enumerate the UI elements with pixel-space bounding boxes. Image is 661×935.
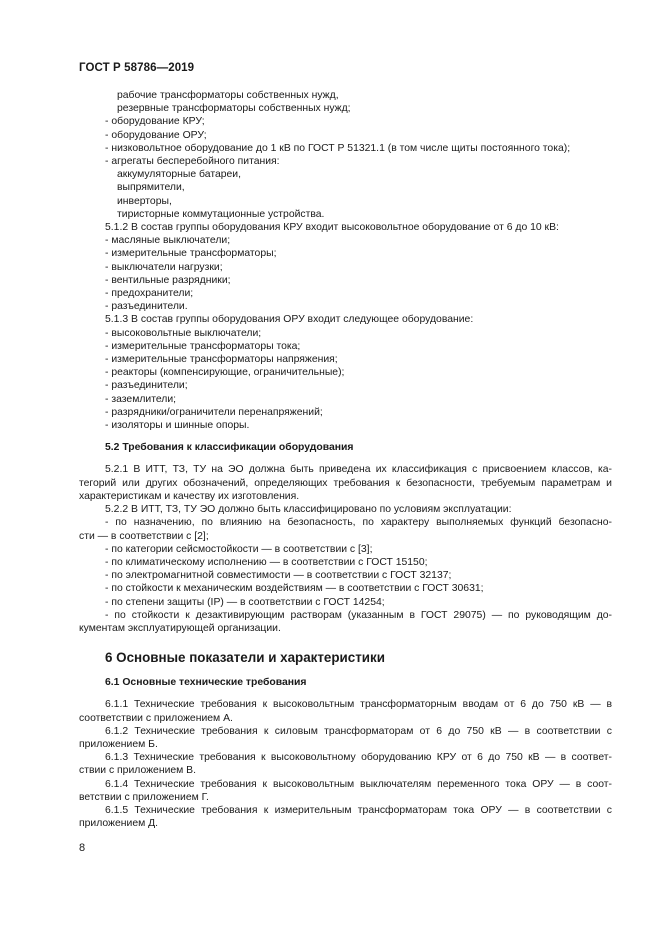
list-item: - по категории сейсмостойкости — в соответствии с [3]; <box>105 543 373 555</box>
list-item-cont: сти — в соответствии с [2]; <box>79 530 209 542</box>
paragraph-6-1-1-end: соответствии с приложением А. <box>79 712 233 724</box>
paragraph-6-1-2-end: приложением Б. <box>79 738 158 750</box>
list-item: - по назначению, по влиянию на безопасность, по характеру выполняемых функций безопасно- <box>105 517 612 529</box>
text-line: резервные трансформаторы собственных нужд; <box>117 103 351 115</box>
paragraph-6-1-2: 6.1.2 Технические требования к силовым трансформаторам от 6 до 750 кВ — в соответствии с <box>105 725 612 737</box>
paragraph-5-1-3: 5.1.3 В состав группы оборудования ОРУ входит следующее оборудование: <box>105 314 474 326</box>
list-item: - по степени защиты (IP) — в соответствии с ГОСТ 14254; <box>105 596 385 608</box>
list-item: - оборудование ОРУ; <box>105 129 207 141</box>
paragraph-6-1-4: 6.1.4 Технические требования к высоковольтным выключателям переменного тока ОРУ — в соот- <box>105 778 612 790</box>
list-item: - измерительные трансформаторы тока; <box>105 340 301 352</box>
list-item: - заземлители; <box>105 393 177 405</box>
section-heading-6-1: 6.1 Основные технические требования <box>105 677 307 689</box>
text-line: аккумуляторные батареи, <box>117 169 241 181</box>
page-body <box>79 89 612 830</box>
list-item: - вентильные разрядники; <box>105 274 231 286</box>
list-item: - по электромагнитной совместимости — в соответствии с ГОСТ 32137; <box>105 570 452 582</box>
list-item: - реакторы (компенсирующие, ограничительные); <box>105 367 345 379</box>
list-item: - по стойкости к дезактивирующим растворам (указанным в ГОСТ 29075) — по руководящим до- <box>105 609 612 621</box>
list-item: - агрегаты бесперебойного питания: <box>105 156 280 168</box>
text-line: тиристорные коммутационные устройства. <box>117 208 325 220</box>
page-header: ГОСТ Р 58786—2019 <box>79 62 195 74</box>
list-item: - выключатели нагрузки; <box>105 261 223 273</box>
paragraph-6-1-3: 6.1.3 Технические требования к высоковольтному оборудованию КРУ от 6 до 750 кВ — в соответ- <box>105 752 612 764</box>
paragraph-5-2-1: 5.2.1 В ИТТ, ТЗ, ТУ на ЭО должна быть приведена их классификация с присвоением классов, ка- <box>105 464 612 476</box>
list-item: - по климатическому исполнению — в соответствии с ГОСТ 15150; <box>105 556 428 568</box>
paragraph-6-1-4-end: ветствии с приложением Г. <box>79 791 209 803</box>
list-item: - изоляторы и шинные опоры. <box>105 420 250 432</box>
list-item: - разъединители; <box>105 380 188 392</box>
list-item: - измерительные трансформаторы; <box>105 248 277 260</box>
paragraph-6-1-5: 6.1.5 Технические требования к измерительным трансформаторам тока ОРУ — в соответствии с <box>105 804 612 816</box>
list-item: - разрядники/ограничители перенапряжений; <box>105 406 323 418</box>
list-item: - по стойкости к механическим воздействиям — в соответствии с ГОСТ 30631; <box>105 583 484 595</box>
list-item: - оборудование КРУ; <box>105 116 205 128</box>
page-number: 8 <box>79 842 86 854</box>
paragraph-6-1-5-end: приложением Д. <box>79 818 159 830</box>
paragraph-6-1-1: 6.1.1 Технические требования к высоковольтным трансформаторным вводам от 6 до 750 кВ — в <box>105 699 612 711</box>
list-item: - масляные выключатели; <box>105 235 231 247</box>
text-line: выпрямители, <box>117 182 185 194</box>
list-item: - разъединители. <box>105 301 188 313</box>
paragraph-5-1-2: 5.1.2 В состав группы оборудования КРУ входит высоковольтное оборудование от 6 до 10 кВ: <box>105 222 559 234</box>
paragraph-5-2-2: 5.2.2 В ИТТ, ТЗ, ТУ ЭО должно быть классифицировано по условиям эксплуатации: <box>105 504 512 516</box>
list-item: - высоковольтные выключатели; <box>105 327 262 339</box>
paragraph-6-1-3-end: ствии с приложением В. <box>79 765 197 777</box>
paragraph-5-2-1-cont: тегорий или других обозначений, определяющих требования к безопасности, требуемым параметрам и <box>79 477 612 489</box>
section-heading-5-2: 5.2 Требования к классификации оборудования <box>105 442 354 454</box>
text-line: инверторы, <box>117 195 172 207</box>
list-item: - предохранители; <box>105 288 194 300</box>
section-heading-6: 6 Основные показатели и характеристики <box>105 650 385 666</box>
list-item-cont: кументам эксплуатирующей организации. <box>79 622 281 634</box>
list-item: - измерительные трансформаторы напряжения; <box>105 354 338 366</box>
paragraph-5-2-1-end: характеристикам и качеству их изготовления. <box>79 490 300 502</box>
text-line: рабочие трансформаторы собственных нужд, <box>117 90 339 101</box>
list-item: - низковольтное оборудование до 1 кВ по ГОСТ Р 51321.1 (в том числе щиты постоянного тока); <box>105 142 571 154</box>
